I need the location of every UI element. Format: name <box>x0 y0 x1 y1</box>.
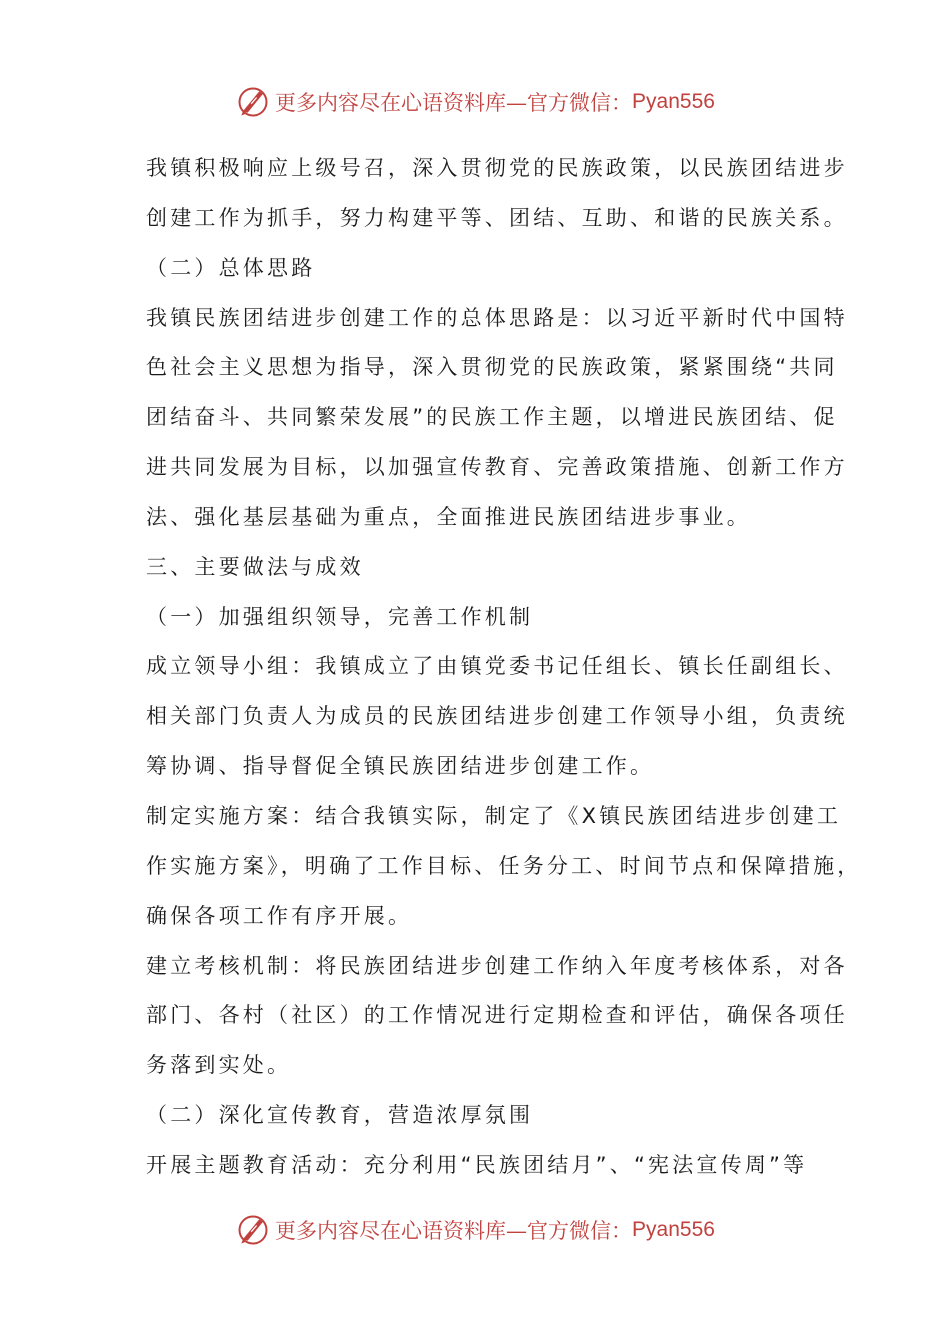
section-heading: （二）深化宣传教育，营造浓厚氛围 <box>146 1103 534 1128</box>
text-line: 我镇积极响应上级号召，深入贯彻党的民族政策，以民族团结进步 <box>146 156 848 180</box>
text-line: 筹协调、指导督促全镇民族团结进步创建工作。 <box>146 754 655 779</box>
text-line: 法、强化基层基础为重点，全面推进民族团结进步事业。 <box>146 504 751 529</box>
section-heading: （一）加强组织领导，完善工作机制 <box>146 604 534 629</box>
text-line: 我镇民族团结进步创建工作的总体思路是：以习近平新时代中国特 <box>146 305 848 330</box>
text-line: 确保各项工作有序开展。 <box>146 903 413 928</box>
text-line: 团结奋斗、共同繁荣发展”的民族工作主题，以增进民族团结、促 <box>146 405 838 430</box>
quill-pen-logo-icon <box>235 1212 271 1248</box>
watermark-handle: Pyan556 <box>632 90 715 113</box>
document-body <box>146 144 862 1191</box>
text-line: 开展主题教育活动：充分利用“民族团结月”、“宪法宣传周”等 <box>146 1152 808 1177</box>
watermark-text: 更多内容尽在心语资料库—官方微信： <box>275 1219 633 1243</box>
text-line: 进共同发展为目标，以加强宣传教育、完善政策措施、创新工作方 <box>146 455 848 480</box>
footer-watermark <box>0 1208 950 1252</box>
header-watermark <box>0 80 950 124</box>
text-line: 相关部门负责人为成员的民族团结进步创建工作领导小组，负责统 <box>146 704 848 729</box>
section-heading: 三、主要做法与成效 <box>146 554 364 579</box>
text-line: 务落到实处。 <box>146 1053 292 1078</box>
text-line: 创建工作为抓手，努力构建平等、团结、互助、和谐的民族关系。 <box>146 205 848 230</box>
text-line: 作实施方案》，明确了工作目标、任务分工、时间节点和保障措施， <box>146 853 862 878</box>
text-line: 制定实施方案：结合我镇实际，制定了《X镇民族团结进步创建工 <box>146 803 842 828</box>
watermark-handle: Pyan556 <box>632 1218 715 1241</box>
section-heading: （二）总体思路 <box>146 255 316 280</box>
text-line: 成立领导小组：我镇成立了由镇党委书记任组长、镇长任副组长、 <box>146 654 848 679</box>
watermark-text: 更多内容尽在心语资料库—官方微信： <box>275 91 633 115</box>
text-line: 色社会主义思想为指导，深入贯彻党的民族政策，紧紧围绕“共同 <box>146 355 838 380</box>
quill-pen-logo-icon <box>235 84 271 120</box>
text-line: 部门、各村（社区）的工作情况进行定期检查和评估，确保各项任 <box>146 1003 848 1028</box>
text-line: 建立考核机制：将民族团结进步创建工作纳入年度考核体系，对各 <box>146 953 848 978</box>
